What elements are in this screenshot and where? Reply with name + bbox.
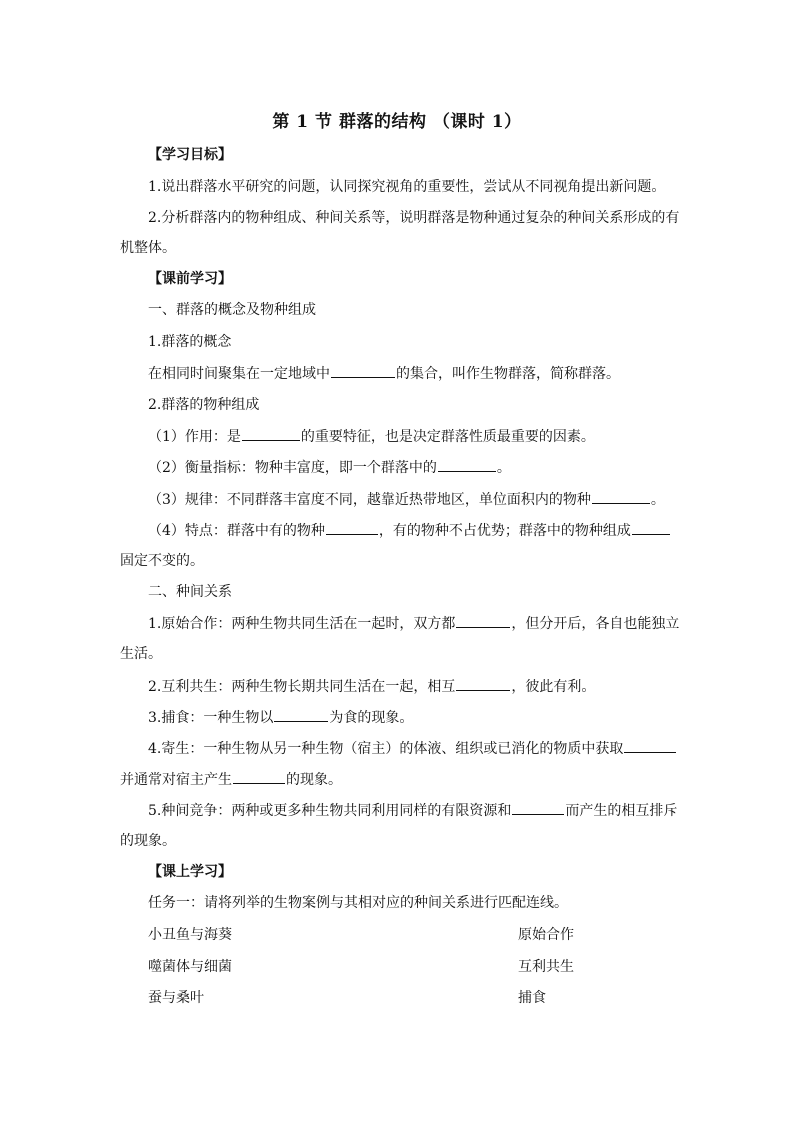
- relation-4-cont-text-b: 的现象。: [286, 772, 342, 788]
- fill-blank[interactable]: [632, 520, 670, 535]
- fill-blank[interactable]: [512, 800, 564, 815]
- goal-item-2-cont: 机整体。: [120, 240, 176, 256]
- relation-4-cont: [120, 769, 342, 790]
- composition-2-text-a: （2）衡量指标：物种丰富度，即一个群落中的: [148, 460, 437, 476]
- composition-1-text-b: 的重要特征，也是决定群落性质最重要的因素。: [300, 429, 595, 445]
- fill-blank[interactable]: [624, 738, 676, 753]
- composition-title: 2.群落的物种组成: [148, 397, 260, 413]
- part2-title: 二、种间关系: [148, 584, 232, 600]
- composition-3: [148, 489, 665, 510]
- pair-right-1[interactable]: 原始合作: [518, 927, 574, 943]
- composition-1-text-a: （1）作用：是: [148, 429, 241, 445]
- concept-text-a: 在相同时间聚集在一定地域中: [148, 366, 330, 382]
- composition-1: [148, 426, 595, 447]
- in-class-heading: 【课上学习】: [148, 864, 232, 880]
- fill-blank[interactable]: [242, 426, 300, 441]
- relation-2-text-a: 2.互利共生：两种生物长期共同生活在一起，相互: [148, 679, 456, 695]
- relation-4-cont-text-a: 并通常对宿主产生: [120, 772, 232, 788]
- relation-2: [148, 676, 595, 697]
- composition-3-text-a: （3）规律：不同群落丰富度不同，越靠近热带地区，单位面积内的物种: [148, 492, 591, 508]
- pair-right-3[interactable]: 捕食: [518, 990, 546, 1006]
- pair-left-3[interactable]: 蚕与桑叶: [148, 990, 204, 1006]
- pair-left-2[interactable]: 噬菌体与细菌: [148, 959, 232, 975]
- relation-2-text-b: ，彼此有利。: [511, 679, 596, 695]
- composition-2-text-b: 。: [496, 460, 511, 476]
- composition-4-text-b: ，有的物种不占优势；群落中的物种组成: [378, 523, 631, 539]
- composition-4-cont: 固定不变的。: [120, 553, 204, 569]
- relation-4-text-a: 4.寄生：一种生物从另一种生物（宿主）的体液、组织或已消化的物质中获取: [148, 741, 624, 757]
- page-title: 第 1 节 群落的结构 （课时 1）: [272, 112, 522, 132]
- composition-4-text-a: （4）特点：群落中有的物种: [148, 523, 325, 539]
- composition-4: [148, 520, 671, 541]
- goal-item-1: 1.说出群落水平研究的问题，认同探究视角的重要性，尝试从不同视角提出新问题。: [148, 179, 666, 195]
- relation-5-text-b: 而产生的相互排斥: [565, 803, 678, 819]
- relation-1-text-a: 1.原始合作：两种生物共同生活在一起时，双方都: [148, 616, 456, 632]
- fill-blank[interactable]: [233, 769, 285, 784]
- composition-2: [148, 457, 511, 478]
- goal-item-2: 2.分析群落内的物种组成、种间关系等，说明群落是物种通过复杂的种间关系形成的有: [148, 210, 680, 226]
- relation-5-text-a: 5.种间竞争：两种或更多种生物共同利用同样的有限资源和: [148, 803, 512, 819]
- fill-blank[interactable]: [438, 457, 496, 472]
- part1-title: 一、群落的概念及物种组成: [148, 302, 316, 318]
- relation-3: [148, 707, 413, 728]
- task-1: 任务一：请将列举的生物案例与其相对应的种间关系进行匹配连线。: [148, 895, 568, 911]
- fill-blank[interactable]: [326, 520, 378, 535]
- fill-blank[interactable]: [331, 363, 395, 378]
- relation-3-text-a: 3.捕食：一种生物以: [148, 710, 274, 726]
- fill-blank[interactable]: [592, 489, 650, 504]
- concept-text-b: 的集合，叫作生物群落，简称群落。: [396, 366, 620, 382]
- relation-5: [148, 800, 677, 821]
- concept-line: [148, 363, 620, 384]
- pair-left-1[interactable]: 小丑鱼与海葵: [148, 927, 232, 943]
- fill-blank[interactable]: [456, 676, 510, 691]
- relation-3-text-b: 为食的现象。: [329, 710, 414, 726]
- relation-5-cont: 的现象。: [120, 833, 176, 849]
- pre-study-heading: 【课前学习】: [148, 271, 232, 287]
- goals-heading: 【学习目标】: [148, 147, 232, 163]
- relation-1-cont: 生活。: [120, 646, 162, 662]
- fill-blank[interactable]: [456, 613, 510, 628]
- relation-1-text-b: ，但分开后，各自也能独立: [511, 616, 680, 632]
- concept-title: 1.群落的概念: [148, 334, 232, 350]
- pair-right-2[interactable]: 互利共生: [518, 959, 574, 975]
- relation-1: [148, 613, 679, 634]
- fill-blank[interactable]: [274, 707, 328, 722]
- relation-4: [148, 738, 677, 759]
- composition-3-text-b: 。: [650, 492, 665, 508]
